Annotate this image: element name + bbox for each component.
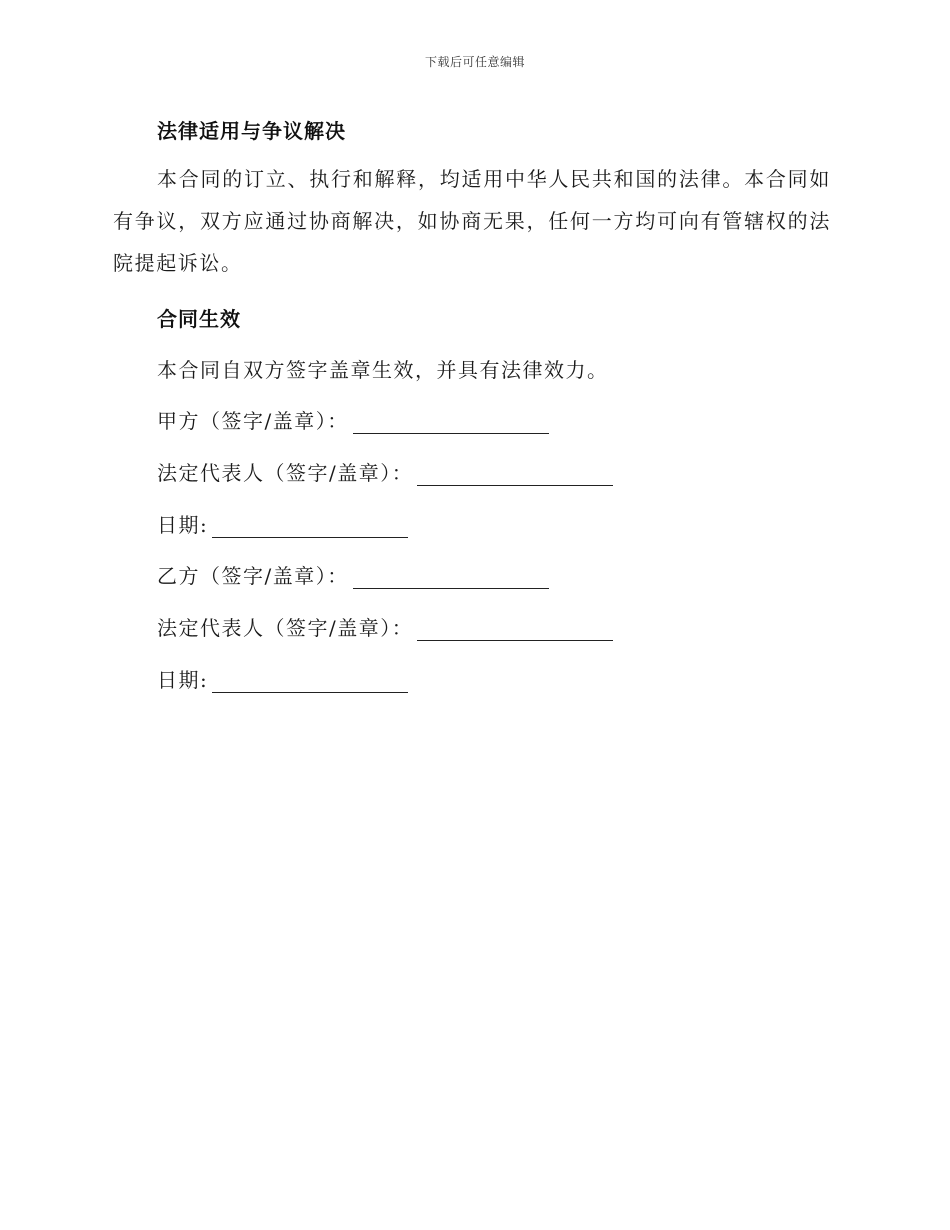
page-header: 下载后可任意编辑 [424,55,525,69]
date-blank-party-b[interactable] [212,670,408,693]
signature-blank-party-b[interactable] [353,566,549,589]
section-title-effect: 合同生效 [157,307,241,331]
signature-label-party-b-rep: 法定代表人（签字/盖章）： [157,616,414,640]
signature-label-party-a-rep: 法定代表人（签字/盖章）： [157,461,414,485]
date-label-party-a: 日期: [157,513,209,537]
signature-label-party-a: 甲方（签字/盖章）： [157,409,349,433]
signature-label-party-b: 乙方（签字/盖章）： [157,564,349,588]
signature-row-party-a-date [157,509,408,538]
signature-blank-party-a[interactable] [353,411,549,434]
date-label-party-b: 日期: [157,668,209,692]
section-body-effect: 本合同自双方签字盖章生效，并具有法律效力。 [157,358,609,382]
signature-blank-party-a-rep[interactable] [417,463,613,486]
signature-row-party-b-date [157,664,408,693]
section-body-law: 本合同的订立、执行和解释，均适用中华人民共和国的法律。本合同如有争议，双方应通过协商解决，如协商无果，任何一方均可向有管辖权的法院提起诉讼。 [113,167,831,275]
signature-row-party-a [157,405,549,434]
signature-row-party-a-rep [157,457,613,486]
signature-blank-party-b-rep[interactable] [417,618,613,641]
signature-row-party-b [157,560,549,589]
signature-row-party-b-rep [157,612,613,641]
section-title-law: 法律适用与争议解决 [157,119,346,143]
date-blank-party-a[interactable] [212,515,408,538]
